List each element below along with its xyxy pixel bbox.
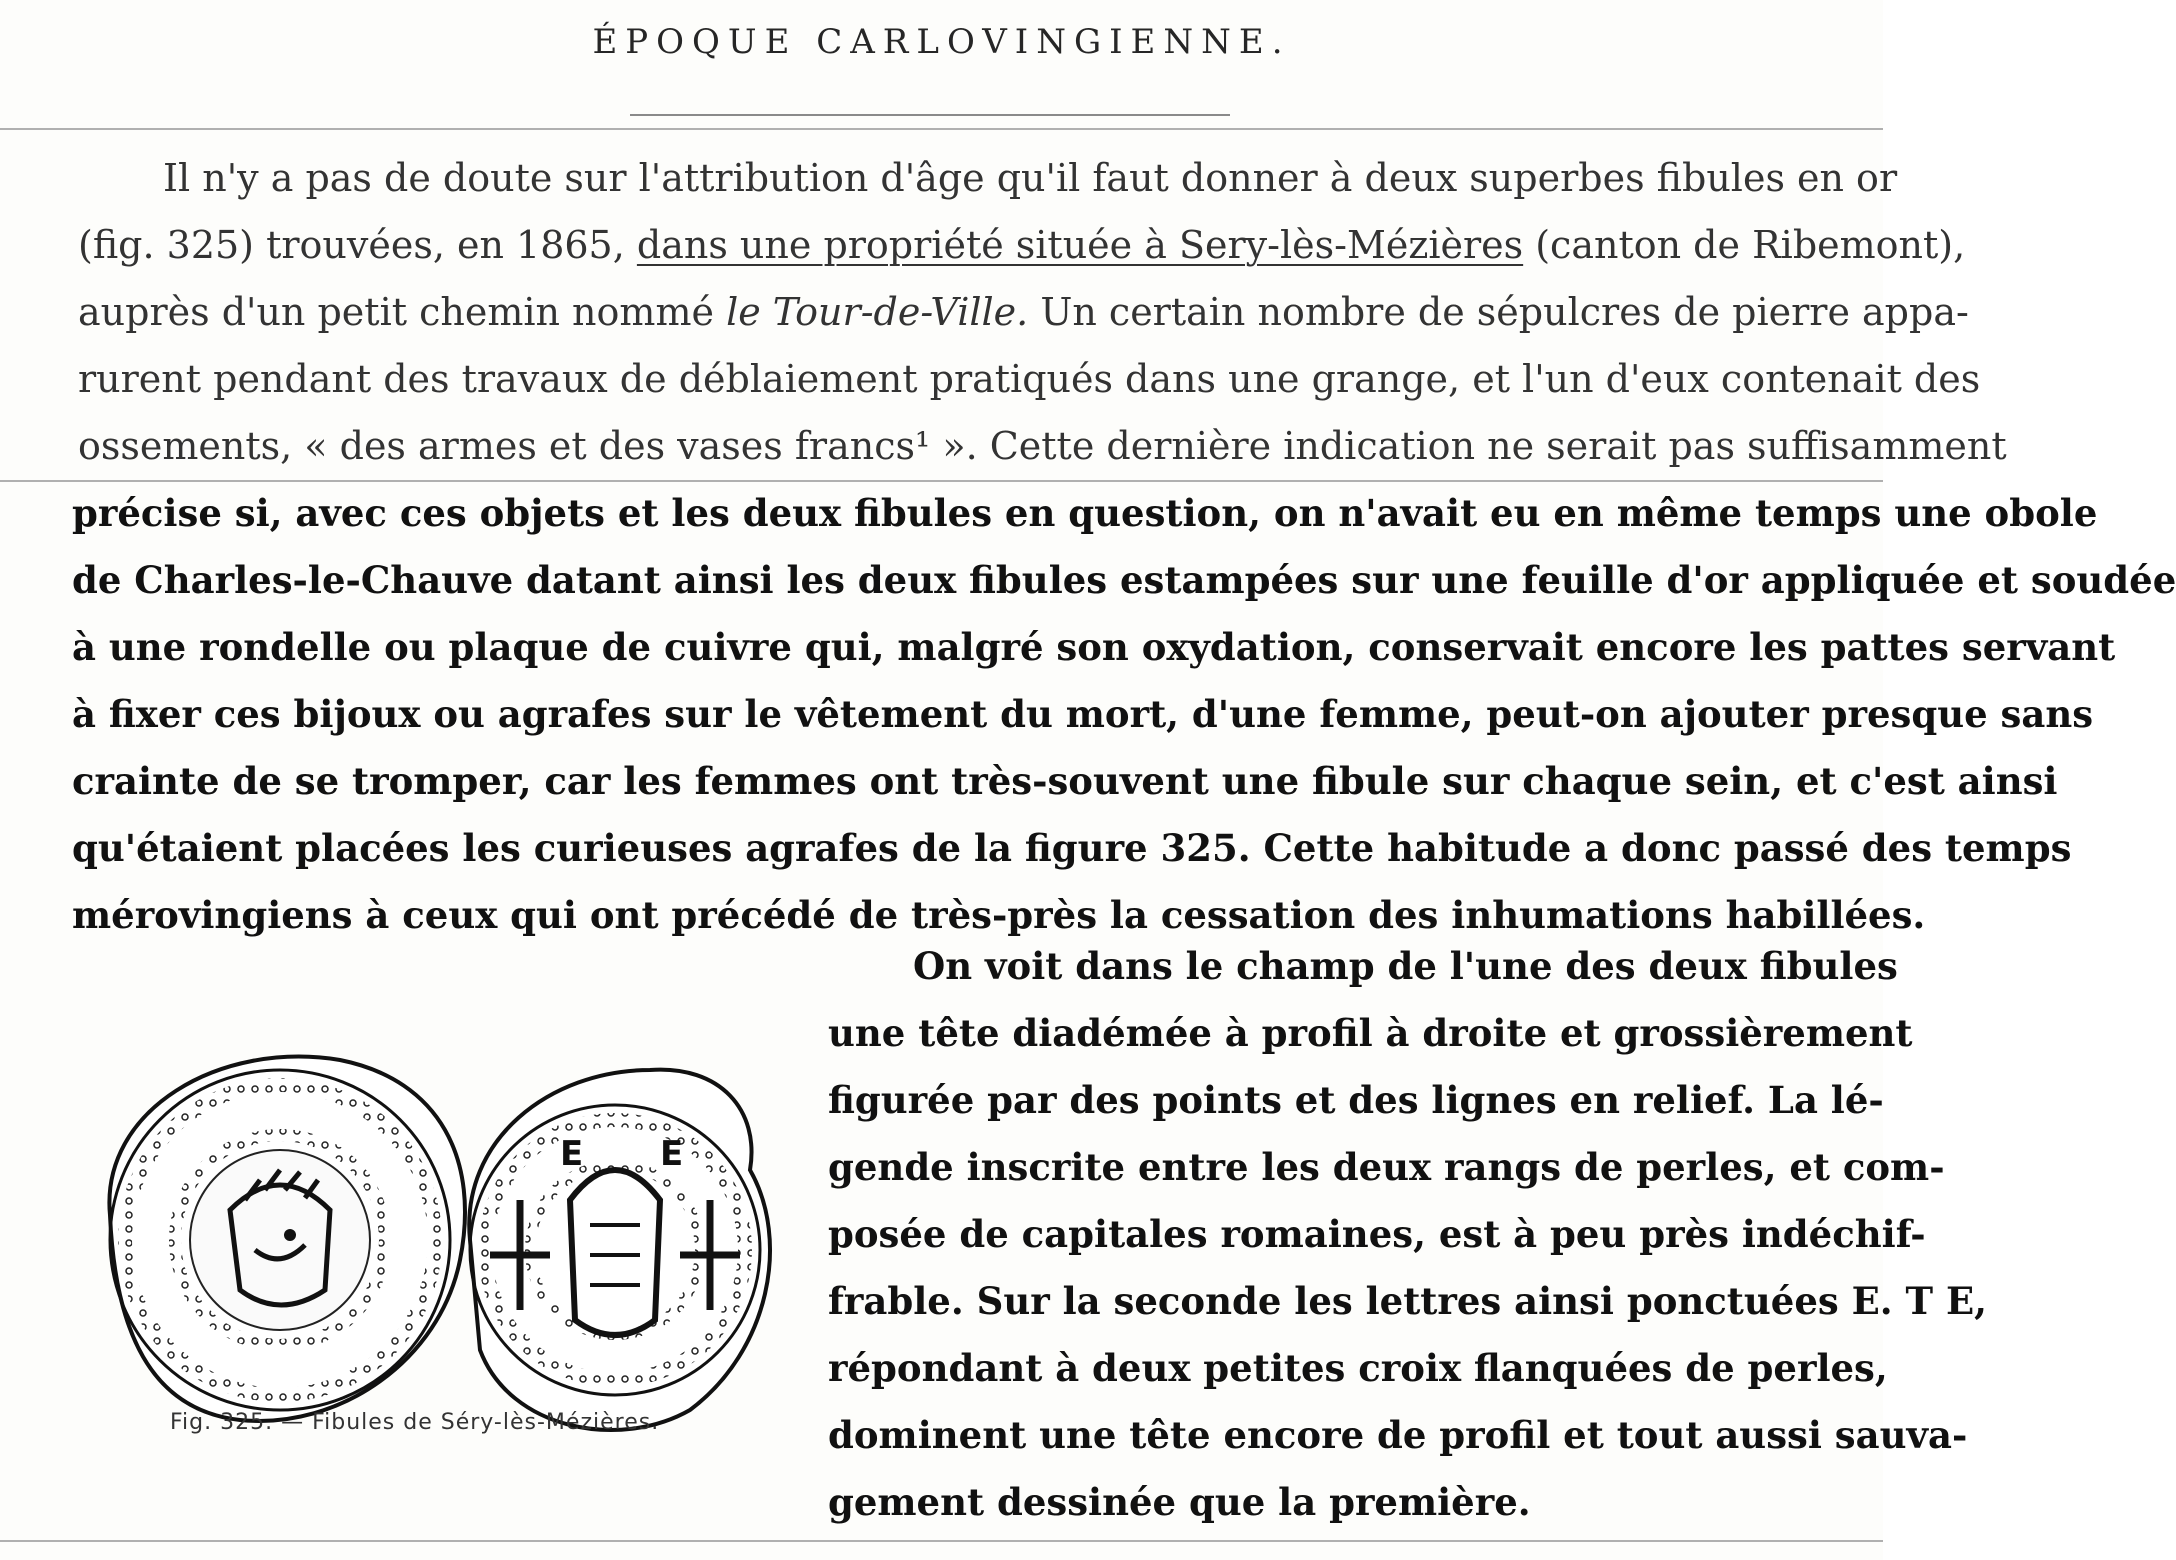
paragraph-2-line: crainte de se tromper, car les femmes ont très-souvent une fibule sur chaque sein, et c'est ainsi [72, 759, 2058, 803]
paragraph-2-line: de Charles-le-Chauve datant ainsi les deux fibules estampées sur une feuille d'or appliquée et soudée [72, 558, 2176, 602]
line-suffix: (canton de Ribemont), [1523, 223, 1966, 267]
paragraph-3-line: gement dessinée que la première. [828, 1480, 1531, 1524]
paragraph-3-line: On voit dans le champ de l'une des deux fibules [913, 944, 1898, 988]
paragraph-2-line: précise si, avec ces objets et les deux fibules en question, on n'avait eu en même temps une obole [72, 491, 2098, 535]
running-head: ÉPOQUE CARLOVINGIENNE. [592, 22, 1291, 62]
head-rule [630, 114, 1230, 116]
paragraph-3-line: une tête diadémée à profil à droite et grossièrement [828, 1011, 1913, 1055]
paragraph-2-line: qu'étaient placées les curieuses agrafes de la figure 325. Cette habitude a donc passé des temps [72, 826, 2072, 870]
line-text: auprès d'un petit chemin nommé [78, 290, 714, 334]
paragraph-3-line: figurée par des points et des lignes en relief. La lé- [828, 1078, 1884, 1122]
underlined-location: dans une propriété située à Sery-lès-Mézières [636, 223, 1524, 267]
paragraph-1-line [78, 212, 1966, 279]
paragraph-1-line: ossements, « des armes et des vases francs¹ ». Cette dernière indication ne serait pas suffisamment [78, 424, 2007, 468]
fibula-left-illustration [109, 1057, 465, 1421]
paragraph-3-line: frable. Sur la seconde les lettres ainsi ponctuées E. T E, [828, 1279, 1988, 1323]
paragraph-2-line: à fixer ces bijoux ou agrafes sur le vêtement du mort, d'une femme, peut-on ajouter presque sans [72, 692, 2094, 736]
paragraph-3-line: dominent une tête encore de profil et tout aussi sauva- [828, 1413, 1968, 1457]
paragraph-2-line: à une rondelle ou plaque de cuivre qui, malgré son oxydation, conservait encore les pattes servant [72, 625, 2116, 669]
paste-line-bottom [0, 1540, 1883, 1542]
figure-325 [80, 1040, 780, 1470]
paragraph-3-line: gende inscrite entre les deux rangs de perles, et com- [828, 1145, 1945, 1189]
paragraph-1-line [78, 279, 1969, 346]
paragraph-3 [828, 933, 1988, 1536]
paste-line-top [0, 128, 1883, 130]
paragraph-2 [72, 480, 2176, 949]
paragraph-2-line: mérovingiens à ceux qui ont précédé de très-près la cessation des inhumations habillées. [72, 893, 1926, 937]
line-prefix: (fig. 325) trouvées, en 1865, [78, 223, 637, 267]
paragraph-3-line: répondant à deux petites croix flanquées de perles, [828, 1346, 1888, 1390]
fibula-right-illustration [469, 1070, 770, 1430]
figure-caption: Fig. 325. — Fibules de Séry-lès-Mézières. [170, 1410, 660, 1435]
paragraph-1-line: rurent pendant des travaux de déblaiement pratiqués dans une grange, et l'un d'eux contenait des [78, 357, 1981, 401]
italic-place-name: le Tour-de-Ville. [726, 290, 1029, 334]
paragraph-1 [78, 145, 2007, 480]
svg-text:E: E [660, 1134, 684, 1174]
paragraph-1-line: Il n'y a pas de doute sur l'attribution d'âge qu'il faut donner à deux superbes fibules en or [163, 156, 1898, 200]
line-text: Un certain nombre de sépulcres de pierre appa- [1040, 290, 1969, 334]
paragraph-3-line: posée de capitales romaines, est à peu près indéchif- [828, 1212, 1926, 1256]
svg-text:E: E [560, 1134, 584, 1174]
